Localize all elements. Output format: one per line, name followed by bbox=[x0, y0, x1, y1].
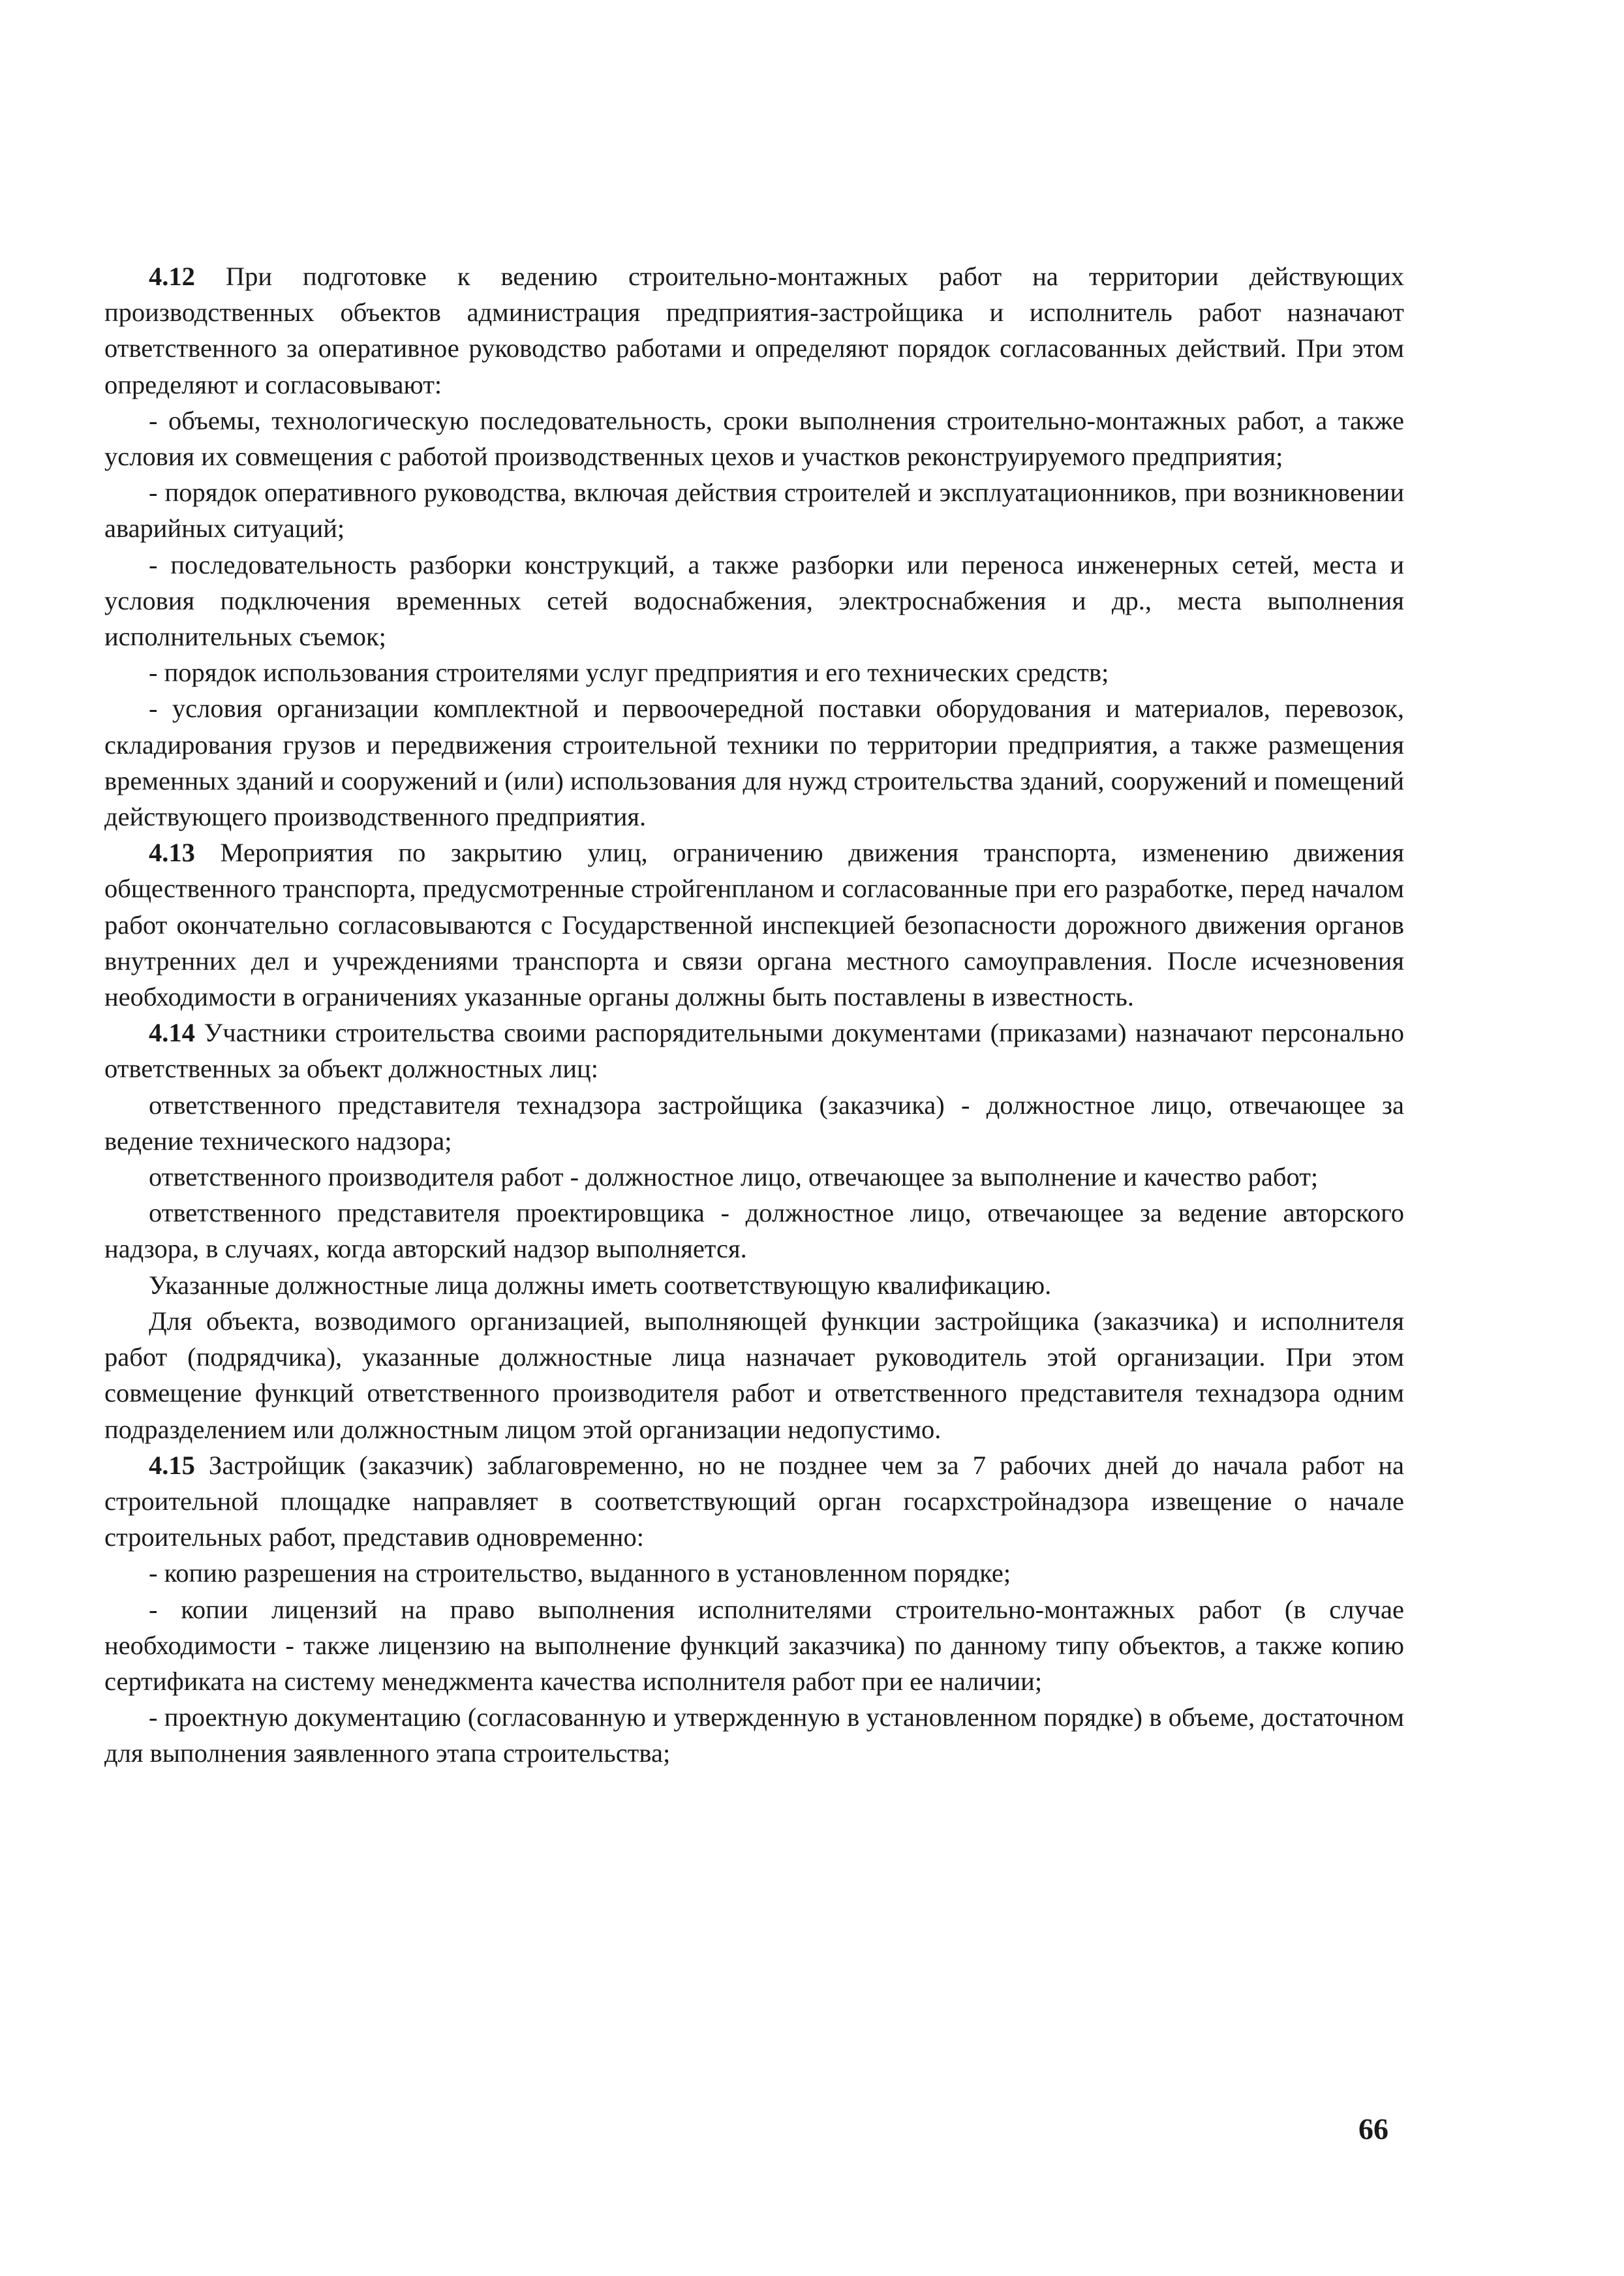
section-text: Застройщик (заказчик) заблаговременно, но не позднее чем за 7 рабочих дней до начала работ на строительной площадке направляет в соответствующий орган госархстройнадзора извещение о начале строительных работ, представив одновременно: bbox=[104, 1450, 1404, 1552]
list-item: ответственного производителя работ - должностное лицо, отвечающее за выполнение и качество работ; bbox=[149, 1162, 1319, 1192]
section-number: 4.13 bbox=[149, 838, 195, 868]
document-body bbox=[104, 258, 1404, 1772]
list-item: - проектную документацию (согласованную и утвержденную в установленном порядке) в объеме, достаточном для выполнения заявленного этапа строительства; bbox=[104, 1702, 1404, 1768]
section-text: Мероприятия по закрытию улиц, ограничению движения транспорта, изменению движения общественного транспорта, предусмотренные стройгенпланом и согласованные при его разработке, перед началом работ окончательно согласовываются с Государственной инспекцией безопасности дорожного движения органов внутренних дел и учреждениями транспорта и связи органа местного самоуправления. После исчезновения необходимости в ограничениях указанные органы должны быть поставлены в известность. bbox=[104, 838, 1404, 1012]
list-item: - копии лицензий на право выполнения исполнителями строительно-монтажных работ (в случае необходимости - также лицензию на выполнение функций заказчика) по данному типу объектов, а также копию сертификата на систему менеджмента качества исполнителя работ при ее наличии; bbox=[104, 1594, 1404, 1696]
list-item: - объемы, технологическую последовательность, сроки выполнения строительно-монтажных работ, а также условия их совмещения с работой производственных цехов и участков реконструируемого предприятия; bbox=[104, 405, 1404, 472]
list-item: ответственного представителя проектировщика - должностное лицо, отвечающее за ведение авторского надзора, в случаях, когда авторский надзор выполняется. bbox=[104, 1198, 1404, 1264]
section-4-14-intro bbox=[104, 1015, 1404, 1086]
list-item: - последовательность разборки конструкций, а также разборки или переноса инженерных сетей, места и условия подключения временных сетей водоснабжения, электроснабжения и др., места выполнения исполнительных съемок; bbox=[104, 549, 1404, 652]
section-4-15-intro bbox=[104, 1447, 1404, 1556]
list-item: - порядок оперативного руководства, включая действия строителей и эксплуатационников, при возникновении аварийных ситуаций; bbox=[104, 478, 1404, 544]
paragraph: Для объекта, возводимого организацией, выполняющей функции застройщика (заказчика) и исполнителя работ (подрядчика), указанные должностные лица назначает руководитель этой организации. При этом совмещение функций ответственного производителя работ и ответственного представителя технадзора одним подразделением или должностным лицом этой организации недопустимо. bbox=[104, 1306, 1404, 1444]
section-number: 4.14 bbox=[149, 1018, 195, 1048]
section-number: 4.12 bbox=[149, 262, 195, 291]
page-number: 66 bbox=[1358, 2112, 1388, 2145]
list-item: - порядок использования строителями услуг предприятия и его технических средств; bbox=[149, 658, 1109, 688]
section-4-12-intro bbox=[104, 258, 1404, 403]
paragraph: Указанные должностные лица должны иметь соответствующую квалификацию. bbox=[149, 1270, 1052, 1300]
section-4-13 bbox=[104, 835, 1404, 1015]
section-number: 4.15 bbox=[149, 1450, 195, 1480]
list-item: - условия организации комплектной и первоочередной поставки оборудования и материалов, перевозок, складирования грузов и передвижения строительной техники по территории предприятия, а также размещения временных зданий и сооружений и (или) использования для нужд строительства зданий, сооружений и помещений действующего производственного предприятия. bbox=[104, 694, 1404, 832]
section-text: При подготовке к ведению строительно-монтажных работ на территории действующих производственных объектов администрация предприятия-застройщика и исполнитель работ назначают ответственного за оперативное руководство работами и определяют порядок согласованных действий. При этом определяют и согласовывают: bbox=[104, 262, 1404, 399]
list-item: - копию разрешения на строительство, выданного в установленном порядке; bbox=[149, 1558, 1011, 1588]
section-text: Участники строительства своими распорядительными документами (приказами) назначают персонально ответственных за объект должностных лиц: bbox=[104, 1018, 1404, 1084]
list-item: ответственного представителя технадзора застройщика (заказчика) - должностное лицо, отвечающее за ведение технического надзора; bbox=[104, 1090, 1404, 1156]
